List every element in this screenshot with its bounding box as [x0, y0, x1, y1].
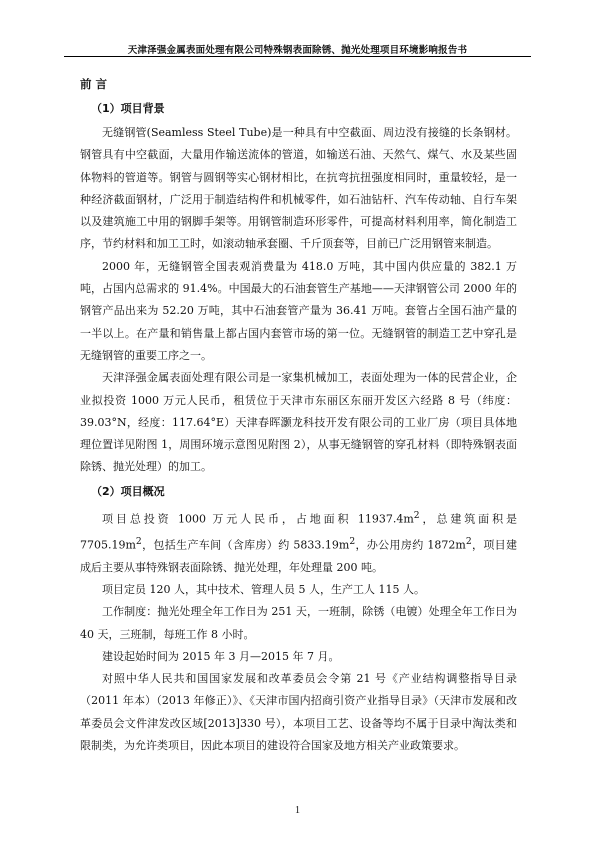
document-header-title: 天津泽强金属表面处理有限公司特殊钢表面除锈、抛光处理项目环境影响报告书	[127, 45, 468, 56]
paragraph-staffing: 项目定员 120 人，其中技术、管理人员 5 人，生产工人 115 人。	[102, 582, 425, 596]
paragraph-investment-area	[80, 505, 517, 579]
paragraph-consumption-2000: 2000 年，无缝钢管全国表观消费量为 418.0 万吨，其中国内供应量的 382.1 万吨，占国内总需求的 91.4%。中国最大的石油套管生产基地——天津钢管公司 2000 年的钢管产品出来为 52.20 万吨，其中石油套管产量为 36.41 万吨。套管占全国石油产量的一半以上。在产量和销售量上都占国内套管市场的第一位。无缝钢管的制造工艺中穿孔是无缝钢管的重要工序之一。	[80, 259, 517, 362]
page-number: 1	[295, 805, 300, 816]
preface-heading: 前 言	[80, 77, 108, 91]
paragraph-work-schedule: 工作制度：抛光处理全年工作日为 251 天，一班制，除锈（电镀）处理全年工作日为 40 天，三班制，每班工作 8 小时。	[80, 605, 517, 641]
section-heading-overview: （2）项目概况	[91, 484, 165, 498]
investment-text-e: ，项目建成后主要从事特殊钢表面除锈、抛光处理，年处理量 200 吨。	[80, 538, 518, 574]
investment-text-d: ，办公用房约 1872m	[355, 538, 466, 552]
paragraph-seamless-tube-intro: 无缝钢管(Seamless Steel Tube)是一种具有中空截面、周边没有接缝的长条钢材。钢管具有中空截面，大量用作输送流体的管道，如输送石油、天然气、煤气、水及某些固体物料的管道等。钢管与圆钢等实心钢材相比，在抗弯抗扭强度相同时，重量较轻，是一种经济截面钢材，广泛用于制造结构件和机械零件，如石油钻杆、汽车传动轴、自行车架以及建筑施工中用的钢脚手架等。用钢管制造环形零件，可提高材料利用率，简化制造工序，节约材料和加工工时，如滚动轴承套圈、千斤顶套等，目前已广泛用钢管来制造。	[80, 126, 517, 251]
investment-text-c: ，包括生产车间（含库房）约 5833.19m	[141, 538, 350, 552]
superscript: 2	[465, 535, 472, 547]
paragraph-construction-period: 建设起始时间为 2015 年 3 月—2015 年 7 月。	[102, 649, 340, 663]
investment-text-b: ，总建筑面积是 7705.19m	[80, 512, 517, 552]
superscript: 2	[349, 535, 356, 547]
header-divider	[64, 56, 531, 57]
superscript: 2	[413, 509, 420, 521]
investment-text-a: 项目总投资 1000 万元人民币，占地面积 11937.4m	[102, 512, 414, 526]
paragraph-company-intro: 天津泽强金属表面处理有限公司是一家集机械加工，表面处理为一体的民营企业，企业拟投资 1000 万元人民币，租赁位于天津市东丽区东丽开发区六经路 8 号（纬度：39.03°N，经度：117.64°E）天津春晖灏龙科技开发有限公司的工业厂房（项目具体地理位置详见附图 1，周围环境示意图见附图 2），从事无缝钢管的穿孔材料（即特殊钢表面除锈、抛光处理）的加工。	[80, 371, 517, 474]
superscript: 2	[135, 535, 142, 547]
section-heading-background: （1）项目背景	[91, 102, 165, 115]
paragraph-policy-compliance: 对照中华人民共和国国家发展和改革委员会令第 21 号《产业结构调整指导目录（2011 年本）（2013 年修正）》、《天津市国内招商引资产业指导目录》（天津市发展和改革委员会文件津发改区域[2013]330 号），本项目工艺、设备等均不属于目录中淘汰类和限制类，为允许类项目，因此本项目的建设符合国家及地方相关产业政策要求。	[80, 672, 517, 753]
document-body	[80, 72, 517, 757]
